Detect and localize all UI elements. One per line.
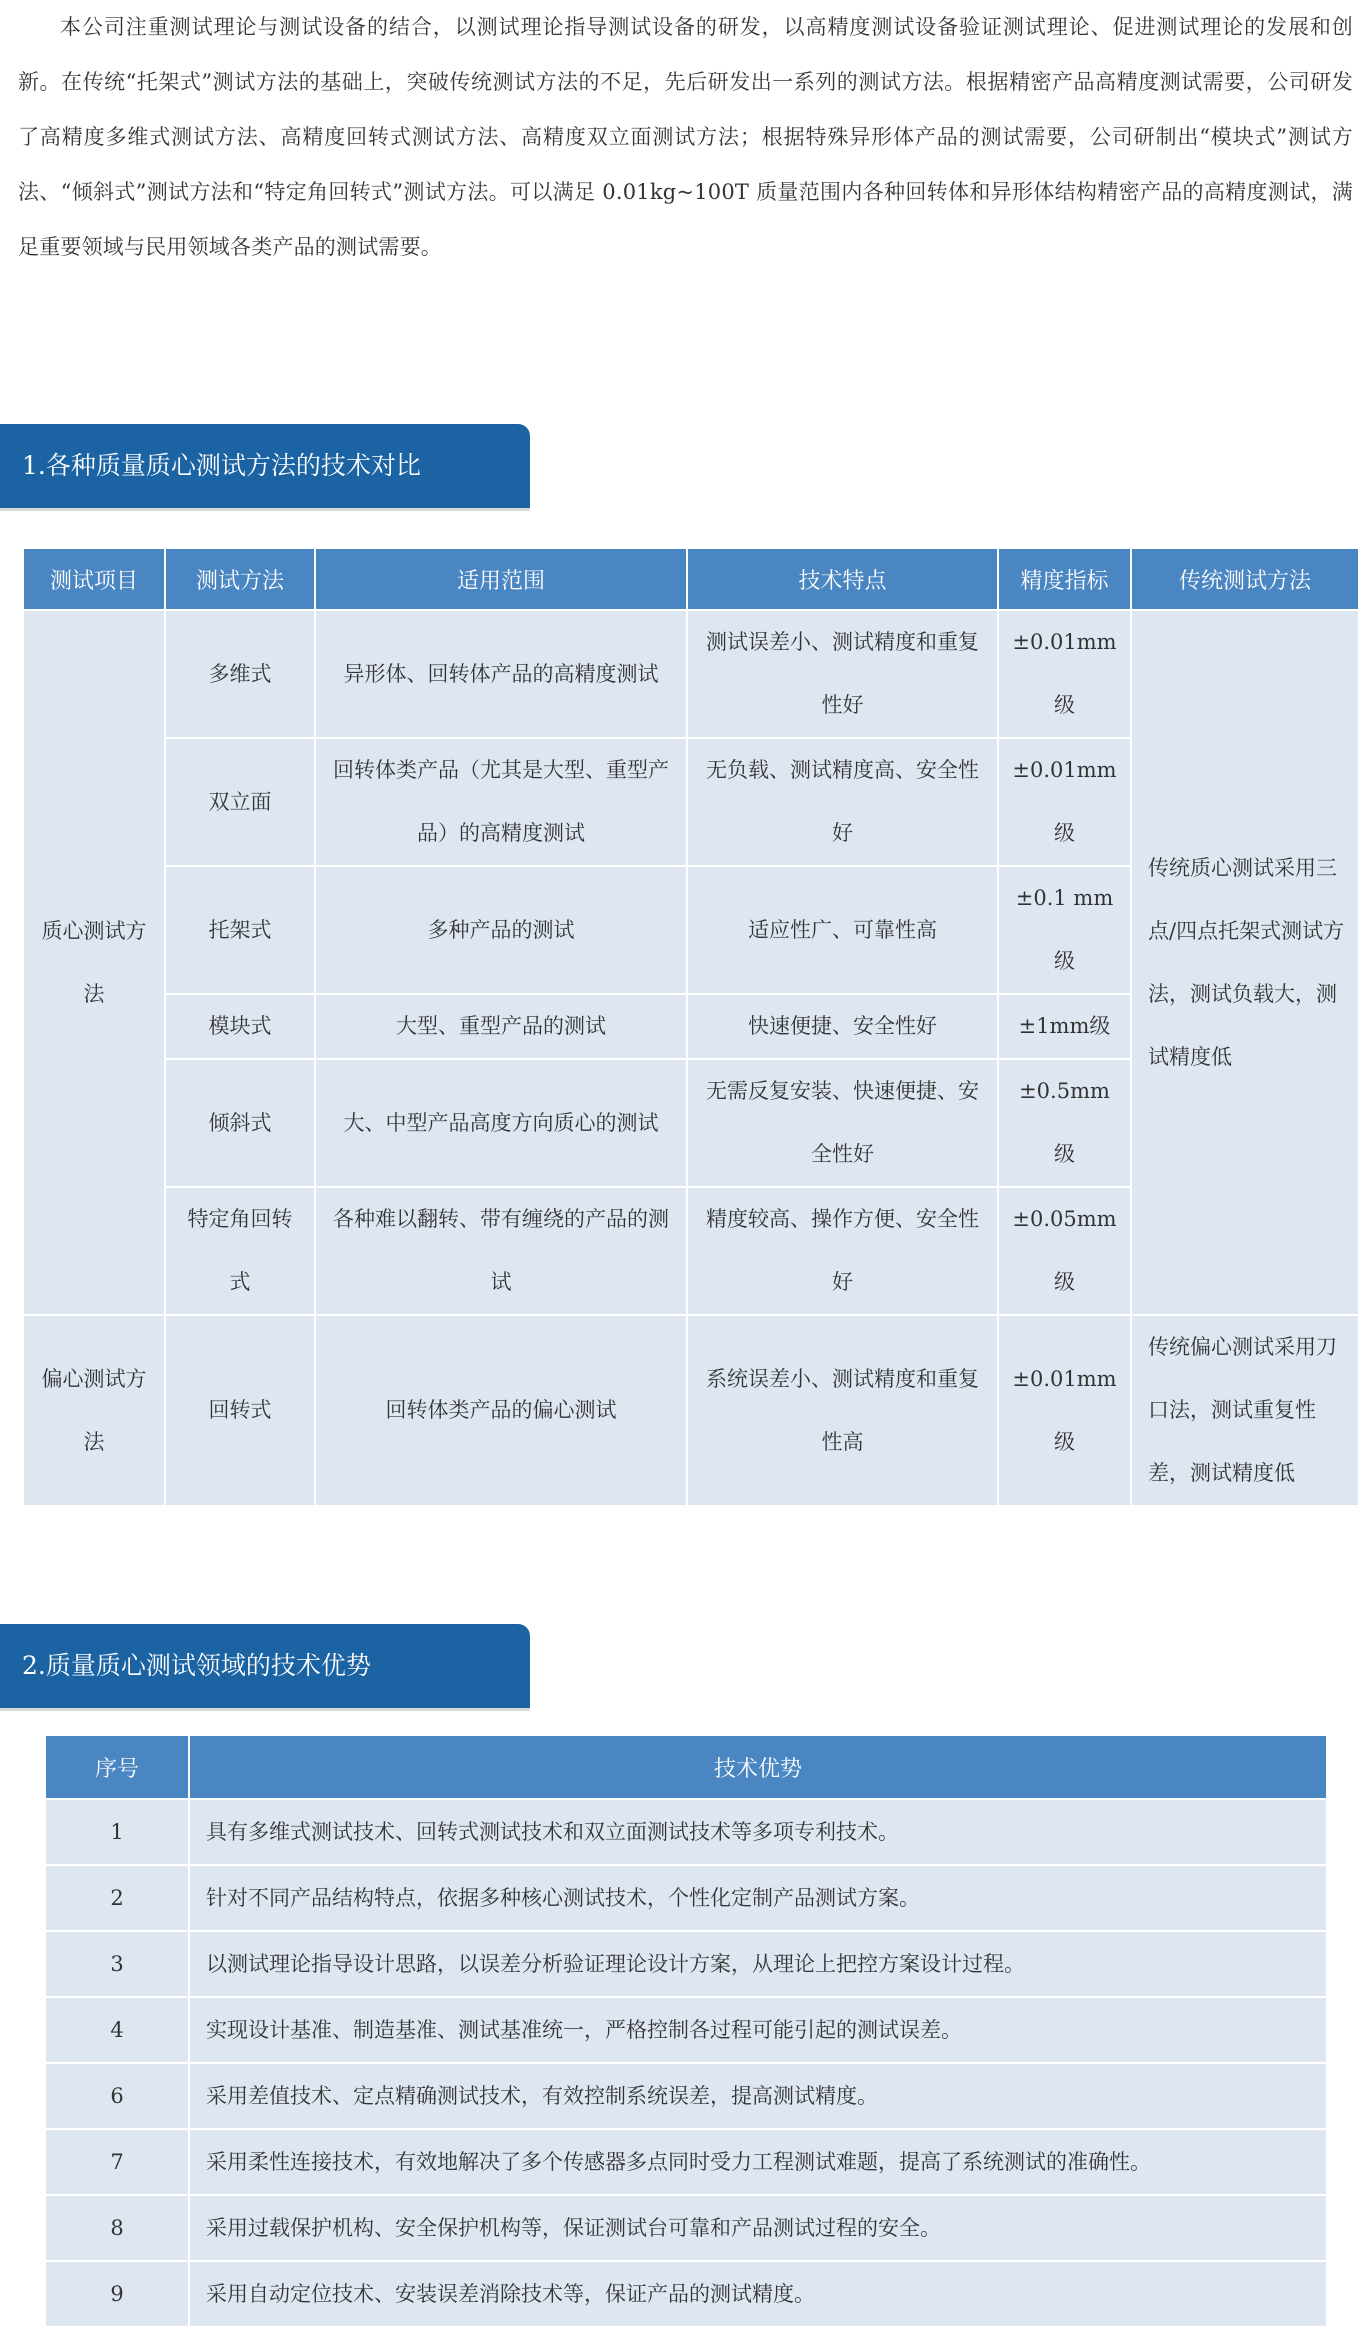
header-precision: 精度指标 — [998, 548, 1131, 610]
scope-cell: 多种产品的测试 — [315, 866, 687, 994]
table-row — [45, 1799, 1327, 1865]
precision-cell: ±0.05mm级 — [998, 1187, 1131, 1315]
method-cell: 回转式 — [165, 1315, 315, 1506]
advantage-text: 实现设计基准、制造基准、测试基准统一，严格控制各过程可能引起的测试误差。 — [189, 1997, 1327, 2063]
header-test-method: 测试方法 — [165, 548, 315, 610]
advantages-table — [44, 1734, 1328, 2328]
advantage-text: 采用过载保护机构、安全保护机构等，保证测试台可靠和产品测试过程的安全。 — [189, 2195, 1327, 2261]
precision-cell: ±0.01mm级 — [998, 1315, 1131, 1506]
advantage-text: 具有多维式测试技术、回转式测试技术和双立面测试技术等多项专利技术。 — [189, 1799, 1327, 1865]
table-row — [45, 1997, 1327, 2063]
scope-cell: 大型、重型产品的测试 — [315, 994, 687, 1059]
feature-cell: 精度较高、操作方便、安全性好 — [687, 1187, 998, 1315]
precision-cell: ±0.01mm级 — [998, 610, 1131, 738]
header-advantage: 技术优势 — [189, 1735, 1327, 1799]
feature-cell: 快速便捷、安全性好 — [687, 994, 998, 1059]
feature-cell: 系统误差小、测试精度和重复性高 — [687, 1315, 998, 1506]
header-features: 技术特点 — [687, 548, 998, 610]
intro-paragraph: 本公司注重测试理论与测试设备的结合，以测试理论指导测试设备的研发，以高精度测试设备验证测试理论、促进测试理论的发展和创新。在传统“托架式”测试方法的基础上，突破传统测试方法的不足，先后研发出一系列的测试方法。根据精密产品高精度测试需要，公司研发了高精度多维式测试方法、高精度回转式测试方法、高精度双立面测试方法；根据特殊异形体产品的测试需要，公司研制出“模块式”测试方法、“倾斜式”测试方法和“特定角回转式”测试方法。可以满足 0.01kg~100T 质量范围内各种回转体和异形体结构精密产品的高精度测试，满足重要领域与民用领域各类产品的测试需要。 — [18, 15, 1353, 259]
scope-cell: 异形体、回转体产品的高精度测试 — [315, 610, 687, 738]
method-cell: 托架式 — [165, 866, 315, 994]
row-number: 6 — [45, 2063, 189, 2129]
advantage-text: 以测试理论指导设计思路，以误差分析验证理论设计方案，从理论上把控方案设计过程。 — [189, 1931, 1327, 1997]
table-row — [45, 2261, 1327, 2327]
traditional-centroid: 传统质心测试采用三点/四点托架式测试方法，测试负载大，测试精度低 — [1131, 610, 1359, 1315]
row-number: 2 — [45, 1865, 189, 1931]
row-number: 7 — [45, 2129, 189, 2195]
table-row — [23, 1315, 1359, 1506]
method-cell: 特定角回转式 — [165, 1187, 315, 1315]
precision-cell: ±0.1 mm级 — [998, 866, 1131, 994]
feature-cell: 测试误差小、测试精度和重复性好 — [687, 610, 998, 738]
precision-cell: ±0.01mm级 — [998, 738, 1131, 866]
feature-cell: 无负载、测试精度高、安全性好 — [687, 738, 998, 866]
header-number: 序号 — [45, 1735, 189, 1799]
table-row — [45, 2195, 1327, 2261]
row-number: 3 — [45, 1931, 189, 1997]
traditional-eccentricity: 传统偏心测试采用刀口法，测试重复性差，测试精度低 — [1131, 1315, 1359, 1506]
scope-cell: 回转体类产品的偏心测试 — [315, 1315, 687, 1506]
feature-cell: 无需反复安装、快速便捷、安全性好 — [687, 1059, 998, 1187]
table-row — [45, 2129, 1327, 2195]
row-number: 8 — [45, 2195, 189, 2261]
advantage-text: 采用差值技术、定点精确测试技术，有效控制系统误差，提高测试精度。 — [189, 2063, 1327, 2129]
advantages-header-row — [45, 1735, 1327, 1799]
section-2-title: 2.质量质心测试领域的技术优势 — [0, 1624, 530, 1708]
row-number: 1 — [45, 1799, 189, 1865]
test-item-eccentricity: 偏心测试方法 — [23, 1315, 165, 1506]
scope-cell: 回转体类产品（尤其是大型、重型产品）的高精度测试 — [315, 738, 687, 866]
precision-cell: ±0.5mm级 — [998, 1059, 1131, 1187]
row-number: 4 — [45, 1997, 189, 2063]
table-row — [45, 1865, 1327, 1931]
test-item-centroid: 质心测试方法 — [23, 610, 165, 1315]
method-cell: 双立面 — [165, 738, 315, 866]
row-number: 9 — [45, 2261, 189, 2327]
advantage-text: 针对不同产品结构特点，依据多种核心测试技术，个性化定制产品测试方案。 — [189, 1865, 1327, 1931]
table-row — [23, 610, 1359, 738]
precision-cell: ±1mm级 — [998, 994, 1131, 1059]
section-1-title: 1.各种质量质心测试方法的技术对比 — [0, 424, 530, 508]
scope-cell: 各种难以翻转、带有缠绕的产品的测试 — [315, 1187, 687, 1315]
comparison-header-row — [23, 548, 1359, 610]
advantage-text: 采用自动定位技术、安装误差消除技术等，保证产品的测试精度。 — [189, 2261, 1327, 2327]
advantage-text: 采用柔性连接技术，有效地解决了多个传感器多点同时受力工程测试难题，提高了系统测试的准确性。 — [189, 2129, 1327, 2195]
header-scope: 适用范围 — [315, 548, 687, 610]
table-row — [45, 1931, 1327, 1997]
table-row — [45, 2063, 1327, 2129]
comparison-table — [22, 547, 1360, 1507]
header-test-item: 测试项目 — [23, 548, 165, 610]
method-cell: 多维式 — [165, 610, 315, 738]
scope-cell: 大、中型产品高度方向质心的测试 — [315, 1059, 687, 1187]
feature-cell: 适应性广、可靠性高 — [687, 866, 998, 994]
method-cell: 模块式 — [165, 994, 315, 1059]
method-cell: 倾斜式 — [165, 1059, 315, 1187]
header-traditional: 传统测试方法 — [1131, 548, 1359, 610]
